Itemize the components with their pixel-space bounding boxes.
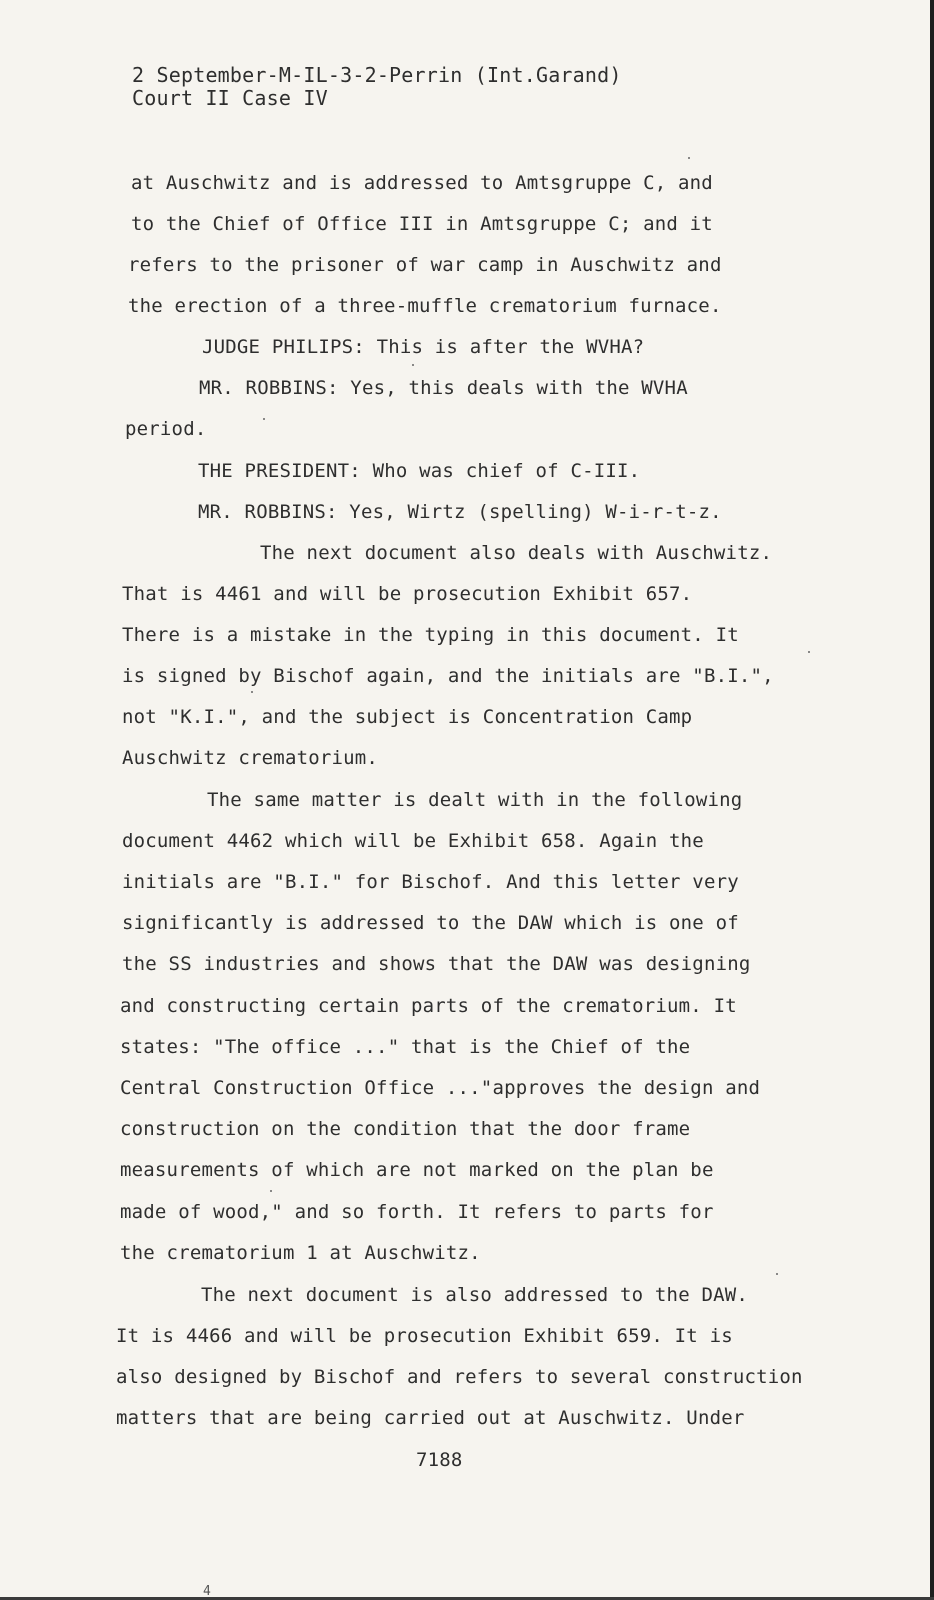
- body-line: made of wood," and so forth. It refers to parts for: [120, 1201, 714, 1223]
- body-line: the erection of a three-muffle crematorium furnace.: [128, 295, 722, 317]
- body-line: is signed by Bischof again, and the initials are "B.I.",: [122, 665, 774, 687]
- body-line: at Auschwitz and is addressed to Amtsgruppe C, and: [131, 172, 713, 194]
- body-line: to the Chief of Office III in Amtsgruppe C; and it: [131, 213, 713, 235]
- body-line: The same matter is dealt with in the following: [207, 789, 743, 811]
- body-line: MR. ROBBINS: Yes, this deals with the WVHA: [199, 377, 688, 399]
- ink-speck: [270, 1190, 272, 1192]
- ink-speck: [688, 157, 690, 159]
- body-line: That is 4461 and will be prosecution Exhibit 657.: [122, 583, 693, 605]
- body-line: matters that are being carried out at Auschwitz. Under: [116, 1407, 745, 1429]
- body-line: also designed by Bischof and refers to several construction: [116, 1366, 803, 1388]
- page-edge-right: [930, 0, 934, 1600]
- body-line: the crematorium 1 at Auschwitz.: [120, 1242, 481, 1264]
- header-line-2: Court II Case IV: [132, 86, 328, 110]
- body-line: and constructing certain parts of the crematorium. It: [120, 995, 737, 1017]
- body-line: refers to the prisoner of war camp in Auschwitz and: [128, 254, 722, 276]
- margin-mark: 4: [203, 1584, 212, 1599]
- body-line: The next document is also addressed to the DAW.: [201, 1284, 749, 1306]
- body-line: It is 4466 and will be prosecution Exhibit 659. It is: [116, 1325, 733, 1347]
- body-line: Auschwitz crematorium.: [122, 747, 379, 769]
- body-line: the SS industries and shows that the DAW was designing: [122, 953, 751, 975]
- body-line: document 4462 which will be Exhibit 658. Again the: [122, 830, 704, 852]
- body-line: The next document also deals with Auschwitz.: [260, 542, 773, 564]
- body-line: measurements of which are not marked on the plan be: [120, 1159, 714, 1181]
- body-line: construction on the condition that the door frame: [120, 1118, 691, 1140]
- body-line: JUDGE PHILIPS: This is after the WVHA?: [202, 336, 645, 358]
- body-line: states: "The office ..." that is the Chief of the: [120, 1036, 691, 1058]
- body-line: There is a mistake in the typing in this document. It: [122, 624, 739, 646]
- body-line: initials are "B.I." for Bischof. And this letter very: [122, 871, 739, 893]
- ink-speck: [263, 418, 265, 420]
- ink-speck: [776, 1273, 778, 1275]
- body-line: period.: [125, 418, 207, 440]
- ink-speck: [251, 691, 253, 693]
- ink-speck: [808, 651, 810, 653]
- body-line: not "K.I.", and the subject is Concentration Camp: [122, 706, 693, 728]
- body-line: THE PRESIDENT: Who was chief of C-III.: [198, 460, 641, 482]
- page-number: 7188: [416, 1449, 463, 1471]
- body-line: MR. ROBBINS: Yes, Wirtz (spelling) W-i-r-t-z.: [198, 501, 722, 523]
- body-line: significantly is addressed to the DAW which is one of: [122, 912, 739, 934]
- ink-speck: [412, 364, 414, 366]
- header-line-1: 2 September-M-IL-3-2-Perrin (Int.Garand): [132, 63, 622, 87]
- body-line: Central Construction Office ..."approves the design and: [120, 1077, 761, 1099]
